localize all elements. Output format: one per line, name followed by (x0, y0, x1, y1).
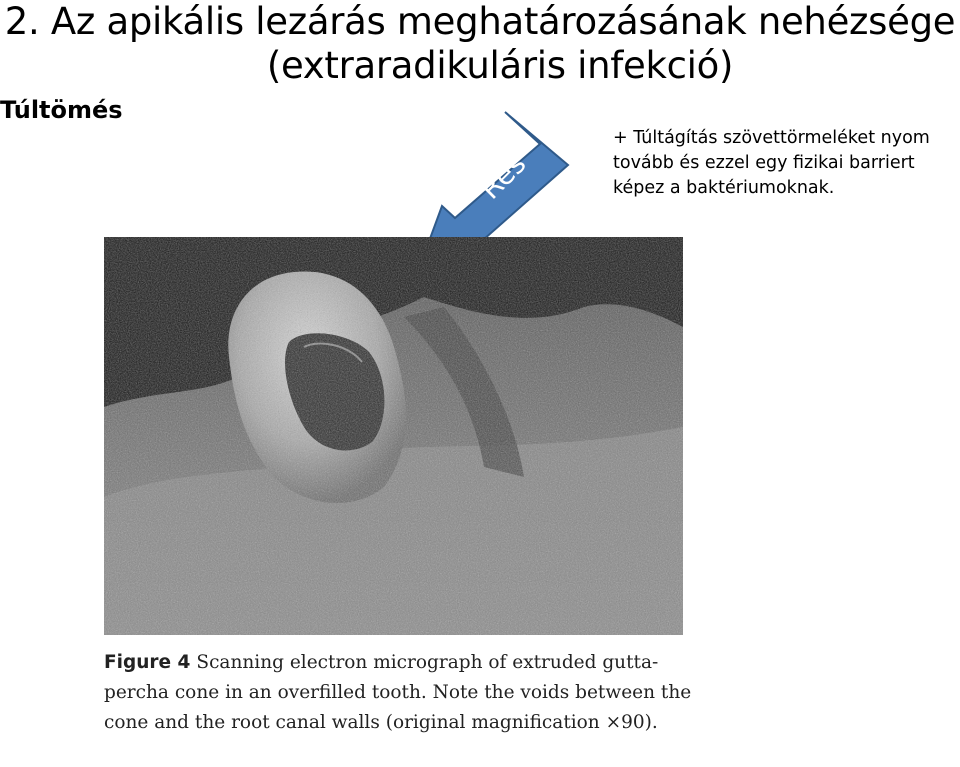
micrograph-image (104, 237, 683, 635)
slide-title-line-2: (extraradikuláris infekció) (266, 44, 734, 87)
explanation-note: + Túltágítás szövettörmeléket nyom tovább és ezzel egy fizikai barriert képez a baktériumoknak. (613, 128, 930, 198)
figure-caption (104, 648, 694, 738)
slide-title-line-1: 2. Az apikális lezárás meghatározásának nehézsége (4, 0, 956, 43)
figure-caption-text: Scanning electron micrograph of extruded gutta-percha cone in an overfilled tooth. Note the voids between the cone and the root canal walls (original magnification ×90). (104, 652, 692, 733)
overfilling-label: Túltömés (0, 96, 123, 124)
sem-micrograph (104, 237, 683, 635)
slide-title (0, 0, 960, 88)
gap-arrow-label: Rés (473, 147, 533, 206)
figure-label: Figure 4 (104, 652, 191, 673)
